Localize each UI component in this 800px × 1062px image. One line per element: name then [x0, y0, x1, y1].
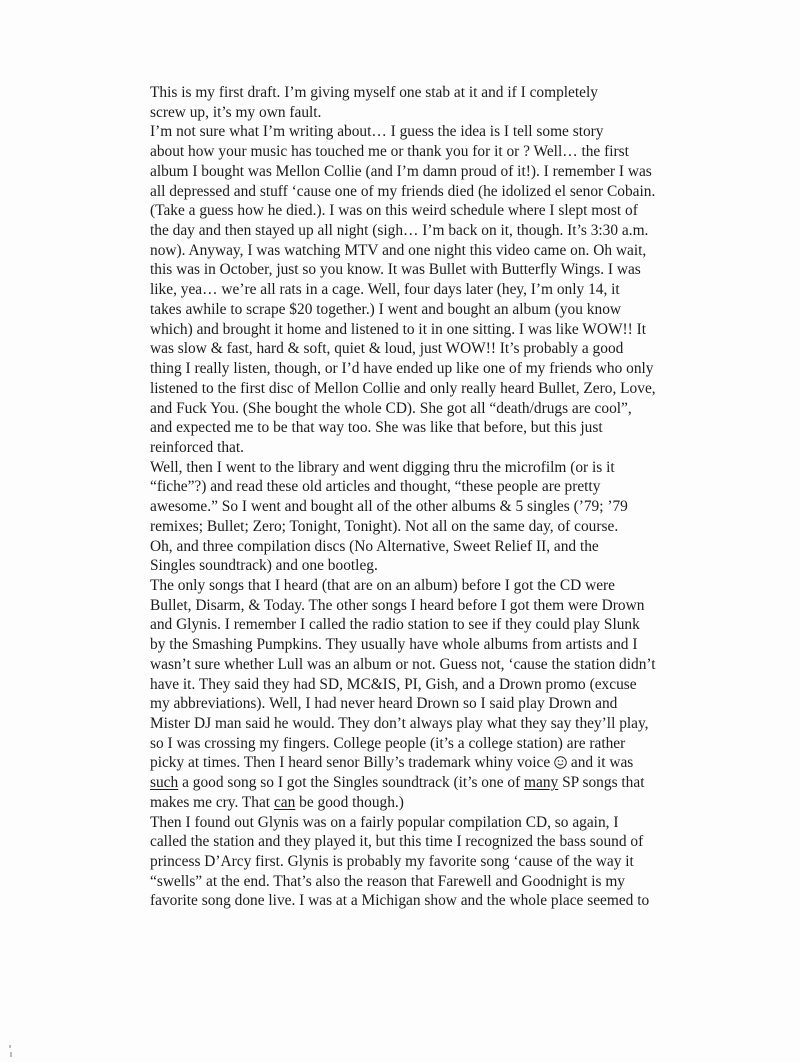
text-line: princess D’Arcy first. Glynis is probably my favorite song ‘cause of the way it	[150, 853, 634, 871]
text-line: about how your music has touched me or thank you for it or ? Well… the first	[150, 143, 629, 161]
text-line: Bullet, Disarm, & Today. The other songs I heard before I got them were Drown	[150, 596, 645, 614]
text-line: Then I found out Glynis was on a fairly popular compilation CD, so again, I	[150, 813, 619, 831]
text-line: screw up, it’s my own fault.	[150, 103, 322, 121]
text-line: album I bought was Mellon Collie (and I’m damn proud of it!). I remember I was	[150, 162, 652, 180]
text-line: remixes; Bullet; Zero; Tonight, Tonight). Not all on the same day, of course.	[150, 517, 619, 535]
text-segment: and it was	[567, 754, 634, 772]
text-line: listened to the first disc of Mellon Collie and only really heard Bullet, Zero, Love,	[150, 379, 656, 397]
text-line: The only songs that I heard (that are on an album) before I got the CD were	[150, 576, 615, 594]
text-line: favorite song done live. I was at a Michigan show and the whole place seemed to	[150, 892, 650, 910]
text-line: and expected me to be that way too. She was like that before, but this just	[150, 419, 603, 437]
text-line: awesome.” So I went and bought all of the other albums & 5 singles (’79; ’79	[150, 498, 628, 516]
text-line: so I was crossing my fingers. College people (it’s a college station) are rather	[150, 734, 626, 752]
text-line-with-underline	[131, 793, 679, 813]
paragraph-5	[131, 576, 679, 813]
text-line: now). Anyway, I was watching MTV and one night this video came on. Oh wait,	[150, 241, 647, 259]
text-line: and Glynis. I remember I called the radio station to see if they could play Slunk	[150, 616, 640, 634]
text-line: called the station and they played it, but this time I recognized the bass sound of	[150, 833, 644, 851]
text-segment: be good though.)	[295, 793, 404, 811]
paragraph-1	[131, 83, 679, 122]
text-line: which) and brought it home and listened to it in one sitting. I was like WOW!! It	[150, 320, 646, 338]
text-line: was slow & fast, hard & soft, quiet & loud, just WOW!! It’s probably a good	[150, 340, 624, 358]
text-line: have it. They said they had SD, MC&IS, PI, Gish, and a Drown promo (excuse	[150, 675, 637, 693]
scan-artifact-marks	[8, 1044, 14, 1058]
text-line: I’m not sure what I’m writing about… I guess the idea is I tell some story	[150, 123, 604, 141]
text-line: by the Smashing Pumpkins. They usually have whole albums from artists and I	[150, 636, 638, 654]
text-segment: makes me cry. That	[150, 793, 274, 811]
text-line-with-underline	[131, 773, 679, 793]
text-line: Singles soundtrack) and one bootleg.	[150, 557, 378, 575]
underlined-word: can	[273, 793, 296, 811]
text-segment: picky at times. Then I heard senor Billy’s trademark whiny voice	[150, 754, 555, 772]
text-line: This is my first draft. I’m giving myself one stab at it and if I completely	[150, 84, 598, 101]
text-line: (Take a guess how he died.). I was on this weird schedule where I slept most of	[150, 202, 638, 220]
letter-body	[131, 83, 679, 911]
smiley-face-icon	[554, 756, 567, 769]
text-line: the day and then stayed up all night (sigh… I’m back on it, though. It’s 3:30 a.m.	[150, 222, 649, 240]
text-line: my abbreviations). Well, I had never heard Drown so I said play Drown and	[150, 695, 618, 713]
text-line: reinforced that.	[150, 438, 245, 456]
paragraph-6	[131, 813, 679, 912]
paragraph-2	[131, 122, 679, 457]
text-line: “swells” at the end. That’s also the reason that Farewell and Goodnight is my	[150, 872, 626, 890]
text-line: wasn’t sure whether Lull was an album or not. Guess not, ‘cause the station didn’t	[150, 655, 656, 673]
text-line: Oh, and three compilation discs (No Alternative, Sweet Relief II, and the	[150, 537, 599, 555]
text-segment: a good song so I got the Singles soundtrack (it’s one of	[178, 774, 525, 792]
text-line: and Fuck You. (She bought the whole CD). She got all “death/drugs are cool”,	[150, 399, 632, 417]
text-line: this was in October, just so you know. It was Bullet with Butterfly Wings. I was	[150, 261, 641, 279]
text-segment: SP songs that	[558, 774, 645, 792]
text-line: takes awhile to scrape $20 together.) I went and bought an album (you know	[150, 300, 621, 318]
text-line: all depressed and stuff ‘cause one of my friends died (he idolized el senor Cobain.	[150, 182, 656, 200]
text-line: Well, then I went to the library and went digging thru the microfilm (or is it	[150, 458, 615, 476]
paragraph-3	[131, 458, 679, 537]
text-line: Mister DJ man said he would. They don’t always play what they say they’ll play,	[150, 715, 649, 732]
underlined-word: many	[524, 774, 559, 792]
paragraph-4	[131, 537, 679, 576]
text-line: “fiche”?) and read these old articles and thought, “these people are pretty	[150, 478, 601, 496]
underlined-word: such	[150, 774, 179, 792]
text-line: thing I really listen, though, or I’d have ended up like one of my friends who only	[150, 360, 654, 378]
text-line-with-smiley	[131, 753, 679, 773]
text-line: like, yea… we’re all rats in a cage. Well, four days later (hey, I’m only 14, it	[150, 281, 620, 299]
